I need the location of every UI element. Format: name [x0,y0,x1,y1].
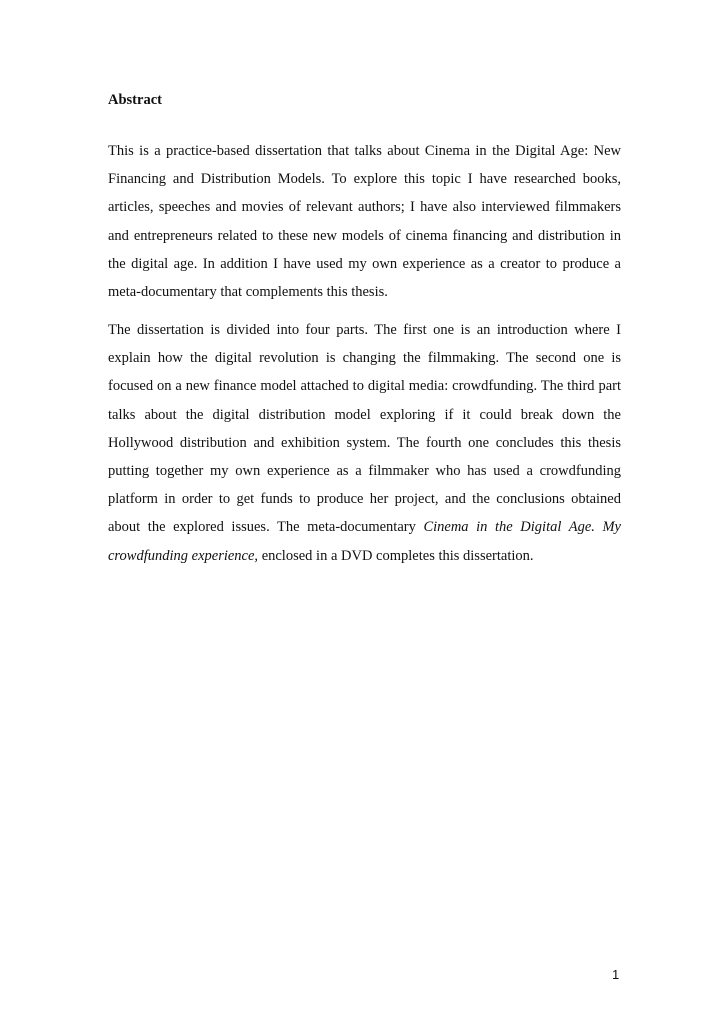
abstract-paragraph-2 [108,316,621,570]
abstract-paragraph-1: This is a practice-based dissertation that talks about Cinema in the Digital Age: New Financing and Distribution Models. To explore this topic I have researched books, articles, speeches and movies of relevant authors; I have also interviewed filmmakers and entrepreneurs related to these new models of cinema financing and distribution in the digital age. In addition I have used my own experience as a creator to produce a meta-documentary that complements this thesis. [108,143,621,301]
documentary-title: Cinema in the Digital Age. My crowdfunding experience, [108,519,621,564]
page-number: 1 [612,967,620,982]
paragraph-2-text-before: The dissertation is divided into four parts. The first one is an introduction where I explain how the digital revolution is changing the filmmaking. The second one is focused on a new finance model attached to digital media: crowdfunding. The third part talks about the digital distribution model exploring if it could break down the Hollywood distribution and exhibition system. The fourth one concludes this thesis putting together my own experience as a filmmaker who has used a crowdfunding platform in order to get funds to produce her project, and the conclusions obtained about the explored issues. The meta-documentary [108,322,621,536]
paragraph-2-text-after: enclosed in a DVD completes this dissertation. [258,547,534,564]
abstract-heading: Abstract [108,92,162,108]
